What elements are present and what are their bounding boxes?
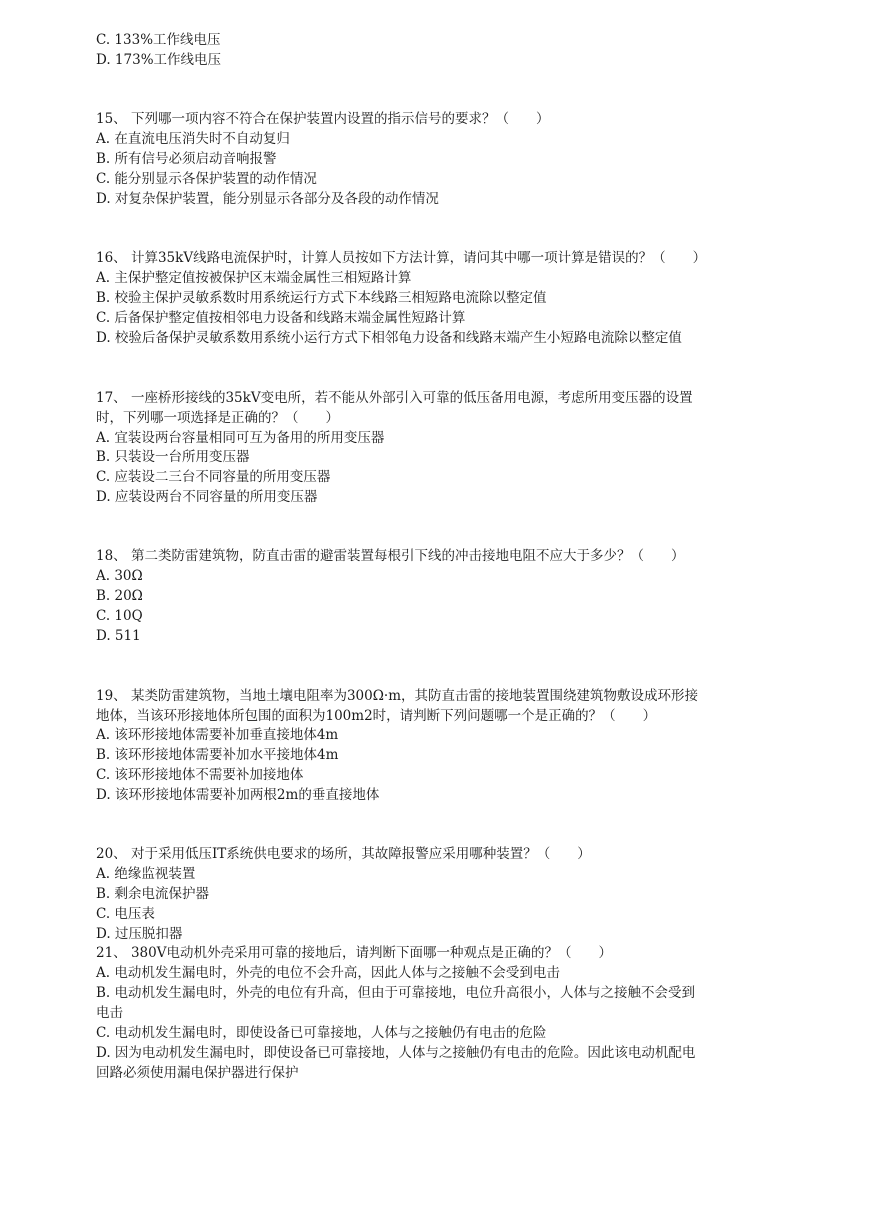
question-17-option-d: D. 应装设两台不同容量的所用变压器 [96, 489, 318, 505]
question-19-option-b: B. 该环形接地体需要补加水平接地体4m [96, 747, 339, 763]
question-17-text-line-1: 17、 一座桥形接线的35kV变电所，若不能从外部引入可靠的低压备用电源，考虑所用变压器的设置 [96, 390, 693, 406]
question-21-option-b-line-1: B. 电动机发生漏电时，外壳的电位有升高，但由于可靠接地，电位升高很小，人体与之接触不会受到 [96, 985, 696, 1001]
question-21-option-c: C. 电动机发生漏电时，即使设备已可靠接地，人体与之接触仍有电击的危险 [96, 1025, 547, 1041]
question-15-option-b: B. 所有信号必须启动音响报警 [96, 151, 277, 167]
question-21-option-a: A. 电动机发生漏电时，外壳的电位不会升高，因此人体与之接触不会受到电击 [96, 965, 560, 981]
question-21-option-d-line-1: D. 因为电动机发生漏电时，即使设备已可靠接地，人体与之接触仍有电击的危险。因此该电动机配电 [96, 1045, 696, 1061]
question-17-option-a: A. 宜装设两台容量相同可互为备用的所用变压器 [96, 430, 385, 446]
question-15-option-c: C. 能分别显示各保护装置的动作情况 [96, 171, 317, 187]
question-18-option-a: A. 30Ω [96, 568, 143, 584]
question-15-option-a: A. 在直流电压消失时不自动复归 [96, 131, 290, 147]
question-16-text: 16、 计算35kV线路电流保护时，计算人员按如下方法计算，请问其中哪一项计算是错误的？（ ） [96, 250, 707, 266]
question-20-option-a: A. 绝缘监视装置 [96, 866, 196, 882]
question-17-text-line-2: 时，下列哪一项选择是正确的？（ ） [96, 410, 339, 426]
question-18-option-d: D. 511 [96, 628, 141, 644]
option-c-q14: C. 133%工作线电压 [96, 32, 221, 48]
question-21-option-d-line-2: 回路必须使用漏电保护器进行保护 [96, 1065, 299, 1081]
question-19-text-line-2: 地体，当该环形接地体所包围的面积为100m2时，请判断下列问题哪一个是正确的？（ ） [96, 708, 657, 724]
question-20-text: 20、 对于采用低压IT系统供电要求的场所，其故障报警应采用哪种装置？（ ） [96, 846, 591, 862]
question-19-text-line-1: 19、 某类防雷建筑物，当地土壤电阻率为300Ω·m，其防直击雷的接地装置围绕建筑物敷设成环形接 [96, 688, 699, 704]
question-15-text: 15、 下列哪一项内容不符合在保护装置内设置的指示信号的要求？（ ） [96, 111, 550, 127]
question-18-text: 18、 第二类防雷建筑物，防直击雷的避雷装置每根引下线的冲击接地电阻不应大于多少？（ ） [96, 548, 685, 564]
question-18-option-b: B. 20Ω [96, 588, 143, 604]
question-17-option-b: B. 只装设一台所用变压器 [96, 449, 250, 465]
question-21-text: 21、 380V电动机外壳采用可靠的接地后，请判断下面哪一种观点是正确的？（ ） [96, 945, 612, 961]
question-20-option-c: C. 电压表 [96, 906, 155, 922]
question-19-option-c: C. 该环形接地体不需要补加接地体 [96, 767, 304, 783]
question-19-option-a: A. 该环形接地体需要补加垂直接地体4m [96, 727, 339, 743]
question-16-option-d: D. 校验后备保护灵敏系数用系统小运行方式下相邻龟力设备和线路末端产生小短路电流除以整定值 [96, 330, 682, 346]
question-16-option-c: C. 后备保护整定值按相邻电力设备和线路末端金属性短路计算 [96, 310, 466, 326]
question-21-option-b-line-2: 电击 [96, 1005, 123, 1021]
question-17-option-c: C. 应装设二三台不同容量的所用变压器 [96, 469, 331, 485]
question-16-option-a: A. 主保护整定值按被保护区末端金属性三相短路计算 [96, 270, 412, 286]
question-20-option-b: B. 剩余电流保护器 [96, 886, 210, 902]
question-19-option-d: D. 该环形接地体需要补加两根2m的垂直接地体 [96, 787, 380, 803]
option-d-q14: D. 173%工作线电压 [96, 52, 222, 68]
question-18-option-c: C. 10Q [96, 608, 143, 624]
question-16-option-b: B. 校验主保护灵敏系数时用系统运行方式下本线路三相短路电流除以整定值 [96, 290, 547, 306]
question-15-option-d: D. 对复杂保护装置，能分别显示各部分及各段的动作情况 [96, 191, 439, 207]
question-20-option-d: D. 过压脱扣器 [96, 926, 183, 942]
